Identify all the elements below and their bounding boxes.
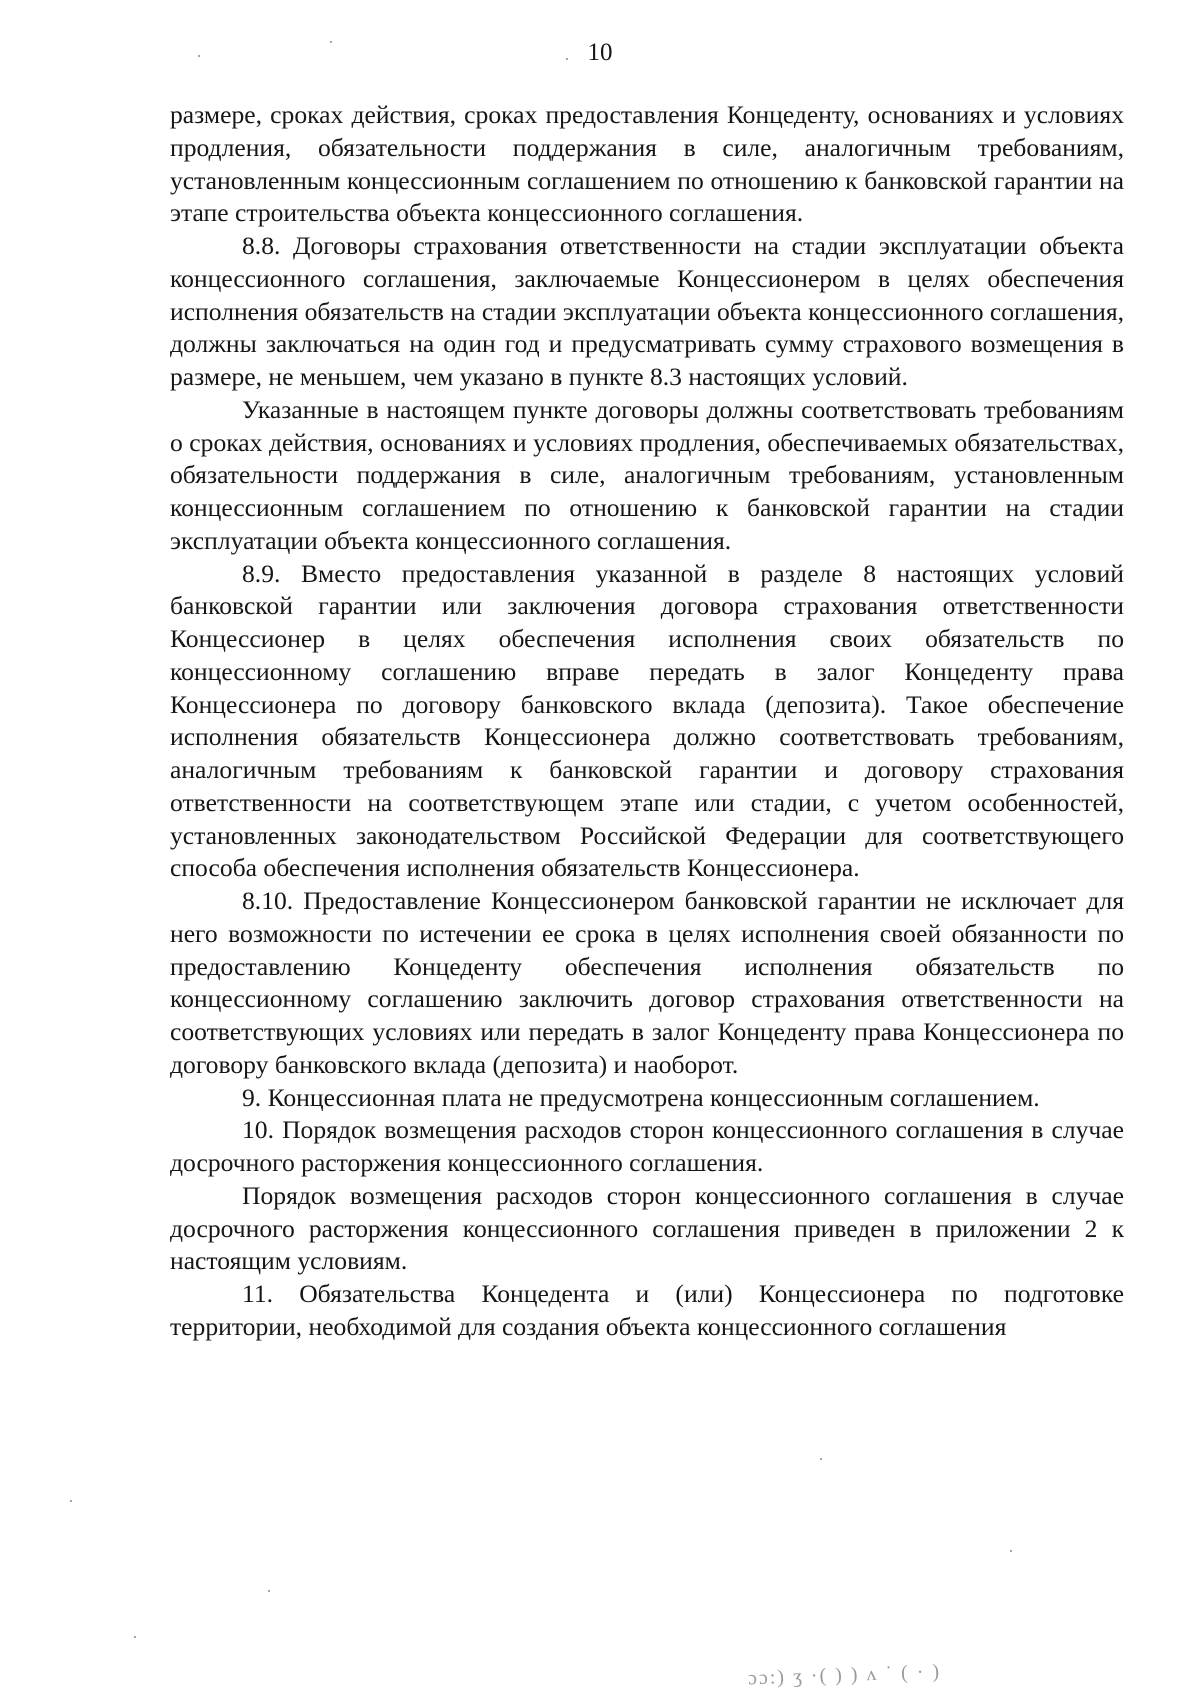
paragraph-clause-8-9: 8.9. Вместо предоставления указанной в разделе 8 настоящих условий банковской гарантии или заключения договора страхования ответственности Концессионер в целях обеспечения исполнения своих обязательств по концессионному соглашению вправе передать в залог Концеденту права Концессионера по договору банковского вклада (депозита). Такое обеспечение исполнения обязательств Концессионера должно соответствовать требованиям, аналогичным требованиям к банковской гарантии и договору страхования ответственности на соответствующем этапе или стадии, с учетом особенностей, установленных законодательством Российской Федерации для соответствующего способа обеспечения исполнения обязательств Концессионера. xyxy=(170,558,1124,883)
paragraph-clause-10-procedure: Порядок возмещения расходов сторон концессионного соглашения в случае досрочного расторжения концессионного соглашения приведен в приложении 2 к настоящим условиям. xyxy=(170,1180,1124,1276)
paragraph-clause-9: 9. Концессионная плата не предусмотрена концессионным соглашением. xyxy=(242,1082,1040,1112)
scan-speck xyxy=(330,41,332,43)
scan-speck xyxy=(134,1636,136,1638)
document-body xyxy=(170,99,1124,1344)
paragraph-clause-11: 11. Обязательства Концедента и (или) Концессионера по подготовке территории, необходимой для создания объекта концессионного соглашения xyxy=(170,1279,1124,1341)
scan-speck xyxy=(70,1500,72,1502)
scan-speck xyxy=(1010,1550,1012,1552)
scan-speck xyxy=(198,55,200,57)
scan-artifact-mark: ɔɔ:) ʒ ·( ) ) ʌ ˙ ( · ) xyxy=(747,1660,942,1690)
paragraph-continuation: размере, сроках действия, сроках предоставления Концеденту, основаниях и условиях продления, обязательности поддержания в силе, аналогичным требованиям, установленным концессионным соглашением по отношению к банковской гарантии на этапе строительства объекта концессионного соглашения. xyxy=(170,100,1124,228)
paragraph-clause-8-8-contracts: Указанные в настоящем пункте договоры должны соответствовать требованиям о сроках действия, основаниях и условиях продления, обеспечиваемых обязательствах, обязательности поддержания в силе, аналогичным требованиям, установленным концессионным соглашением по отношению к банковской гарантии на стадии эксплуатации объекта концессионного соглашения. xyxy=(170,394,1124,555)
scan-speck xyxy=(268,1590,270,1592)
scan-speck xyxy=(820,1458,822,1460)
paragraph-clause-8-8: 8.8. Договоры страхования ответственности на стадии эксплуатации объекта концессионного соглашения, заключаемые Концессионером в целях обеспечения исполнения обязательств на стадии эксплуатации объекта концессионного соглашения, должны заключаться на один год и предусматривать сумму страхового возмещения в размере, не меньшем, чем указано в пункте 8.3 настоящих условий. xyxy=(170,231,1125,391)
page-number: 10 xyxy=(587,39,613,66)
paragraph-clause-10: 10. Порядок возмещения расходов сторон концессионного соглашения в случае досрочного расторжения концессионного соглашения. xyxy=(170,1115,1124,1177)
scan-speck xyxy=(566,58,568,60)
paragraph-clause-8-10: 8.10. Предоставление Концессионером банковской гарантии не исключает для него возможности по истечении ее срока в целях исполнения своей обязанности по предоставлению Концеденту обеспечения исполнения обязательств по концессионному соглашению заключить договор страхования ответственности на соответствующих условиях или передать в залог Концеденту права Концессионера по договору банковского вклада (депозита) и наоборот. xyxy=(170,886,1124,1079)
